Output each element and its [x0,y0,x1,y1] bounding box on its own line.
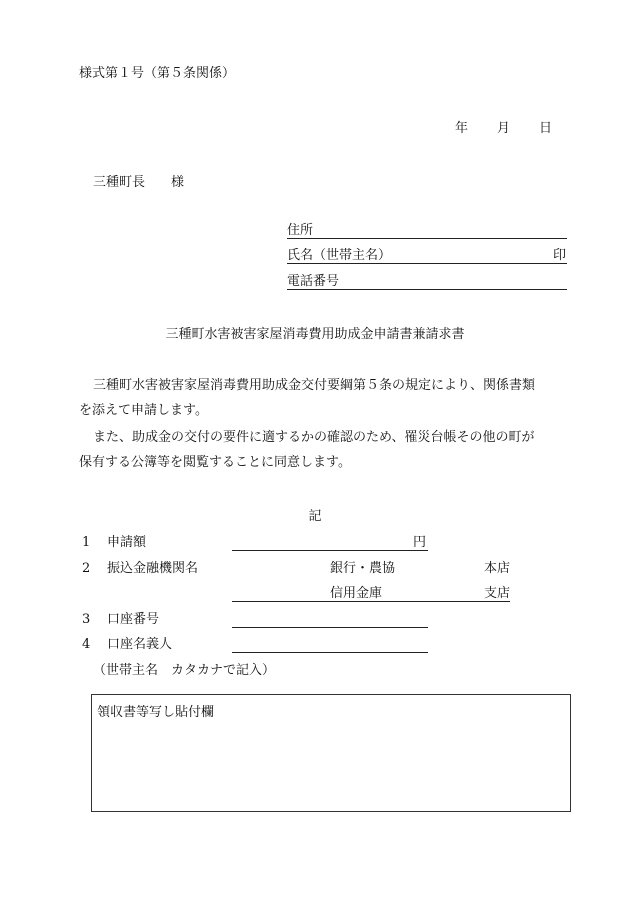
bank-field[interactable] [232,601,510,602]
phone-field[interactable] [287,289,567,290]
item-1-label: 申請額 [107,535,147,550]
address-label: 住所 [287,223,314,238]
body-para1-line2: を添えて申請します。 [79,403,208,418]
item-2-number: 2 [82,561,91,576]
bank-type-1: 銀行・農協 [330,561,396,576]
page-title: 三種町水害被害家屋消毒費用助成金申請書兼請求書 [165,327,465,342]
addressee: 三種町長 様 [93,175,185,190]
seal-mark: 印 [553,248,567,263]
date-day: 日 [539,121,553,136]
form-number: 様式第１号（第５条関係） [79,66,236,81]
attachment-label: 領収書等写し貼付欄 [97,705,215,720]
date-month: 月 [497,121,511,136]
ki-heading: 記 [308,509,322,524]
item-3-label: 口座番号 [107,612,160,627]
date-year: 年 [455,121,469,136]
item-4-label: 口座名義人 [107,637,173,652]
name-field[interactable] [287,263,567,264]
item-4-number: 4 [82,637,91,652]
account-holder-field[interactable] [232,652,428,653]
amount-field[interactable] [232,550,428,551]
body-para1-line1: 三種町水害被害家屋消毒費用助成金交付要綱第５条の規定により、関係書類 [93,378,536,393]
item-3-number: 3 [82,612,91,627]
body-para2-line1: また、助成金の交付の要件に適するかの確認のため、罹災台帳その他の町が [93,430,535,445]
account-number-field[interactable] [232,627,428,628]
branch-2: 支店 [484,586,511,601]
address-field[interactable] [287,238,567,239]
phone-label: 電話番号 [287,274,340,289]
branch-1: 本店 [484,561,511,576]
receipt-attachment-box[interactable] [91,694,571,812]
name-label: 氏名（世帯主名） [287,248,392,263]
item-1-number: 1 [82,535,91,550]
body-para2-line2: 保有する公簿等を閲覧することに同意します。 [79,455,351,470]
item-1-unit: 円 [413,535,427,550]
item-2-label: 振込金融機関名 [107,561,199,576]
item-4-note: （世帯主名 カタカナで記入） [93,663,276,678]
bank-type-2: 信用金庫 [330,586,383,601]
